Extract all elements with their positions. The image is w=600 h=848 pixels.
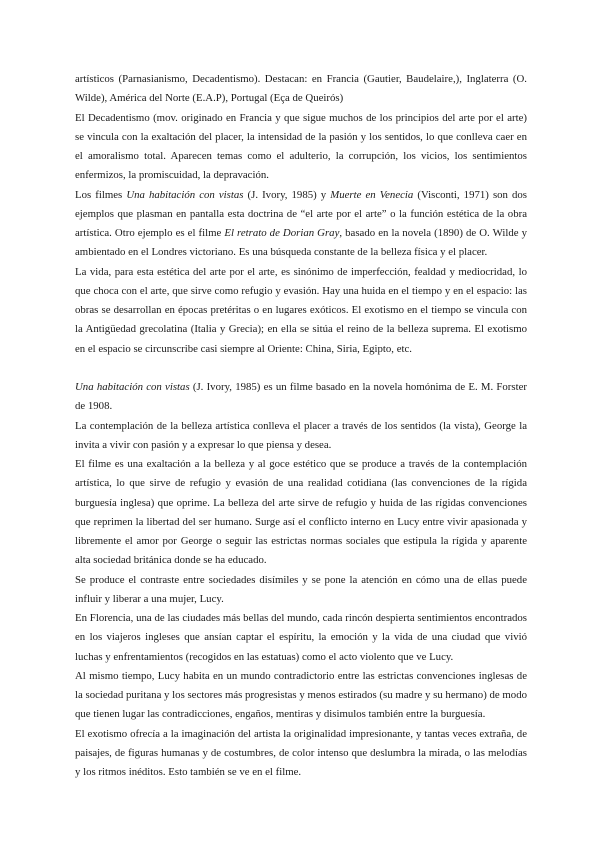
film-title: Muerte en Venecia	[330, 188, 414, 201]
text-run: , basado en la novela (1890) de O. Wilde y ambientado en el Londres victoriano. Es una búsqueda constante de la belleza física y el placer.	[75, 227, 527, 259]
paragraph: La vida, para esta estética del arte por el arte, es sinónimo de imperfección, fealdad y mediocridad, lo que choca con el arte, que sirve como refugio y evasión. Hay una huida en el tiempo y en el espacio: las obras se desarrollan en épocas pretéritas o en lugares exóticos. El exotismo en el tiempo se vincula con la Antigüedad grecolatina (Italia y Grecia); en ella se sitúa el reino de la belleza suprema. El exotismo en el espacio se circunscribe casi siempre al Oriente: China, Siria, Egipto, etc.	[75, 265, 527, 355]
paragraph: La contemplación de la belleza artística conlleva el placer a través de los sentidos (la vista), George la invita a vivir con pasión y a expresar lo que piensa y desea.	[75, 419, 527, 451]
paragraph: Se produce el contraste entre sociedades disímiles y se pone la atención en cómo una de ellas puede influir y liberar a una mujer, Lucy.	[75, 573, 527, 605]
paragraph: Al mismo tiempo, Lucy habita en un mundo contradictorio entre las estrictas convenciones inglesas de la sociedad puritana y los sectores más progresistas y menos estirados (su madre y su hermano) de modo que tienen lugar las contradicciones, engaños, mentiras y disimulos también entre la burguesía.	[75, 669, 527, 721]
text-run: (Visconti, 1971) son dos ejemplos que plasman en pantalla esta doctrina de “el arte por el arte” o la función estética de la obra artística. Otro ejemplo es el filme	[75, 188, 527, 239]
paragraph: El filme es una exaltación a la belleza y al goce estético que se produce a través de la contemplación artística, lo que sirve de refugio y evasión de una realidad cotidiana (las convenciones de la rígida burguesía inglesa) que oprime. La belleza del arte sirve de refugio y huida de las rígidas convenciones que reprimen la libertad del ser humano. Surge así el conflicto interno en Lucy entre vivir apasionada y libremente el amor por George o seguir las estrictas normas sociales que estipula la rígida y aparente alta sociedad británica donde se ha educado.	[75, 458, 527, 567]
text-run: (J. Ivory, 1985) y	[243, 188, 331, 201]
paragraph-gap	[75, 359, 527, 378]
film-title: Una habitación con vistas	[126, 188, 244, 201]
paragraph: artísticos (Parnasianismo, Decadentismo). Destacan: en Francia (Gautier, Baudelaire,), Inglaterra (O. Wilde), América del Norte (E.A.P), Portugal (Eça de Queirós)	[75, 73, 527, 105]
paragraph	[75, 186, 527, 263]
paragraph	[75, 378, 527, 417]
paragraph: En Florencia, una de las ciudades más bellas del mundo, cada rincón despierta sentimientos encontrados en los viajeros ingleses que ansían captar el espíritu, la emoción y la vida de una ciudad que vivió luchas y enfrentamientos (recogidos en las estatuas) como el acto violento que ve Lucy.	[75, 612, 527, 663]
text-run: (J. Ivory, 1985) es un filme basado en la novela homónima de E. M. Forster de 1908.	[75, 381, 527, 413]
paragraph: El Decadentismo (mov. originado en Francia y que sigue muchos de los principios del arte por el arte) se vincula con la exaltación del placer, la intensidad de la pasión y los sentidos, lo que conlleva caer en el amoralismo total. Aparecen temas como el adulterio, la corrupción, los vicios, los sentimientos enfermizos, la promiscuidad, la depravación.	[75, 111, 527, 182]
text-run: Los filmes	[75, 188, 127, 201]
film-title: El retrato de Dorian Gray	[224, 227, 340, 239]
body-text	[75, 70, 527, 782]
film-title: Una habitación con vistas	[75, 381, 190, 393]
paragraph: El exotismo ofrecía a la imaginación del artista la originalidad impresionante, y tantas veces extraña, de paisajes, de figuras humanas y de costumbres, de color intenso que deslumbra la mirada, o las melodías y los ritmos inéditos. Esto también se ve en el filme.	[75, 727, 527, 778]
